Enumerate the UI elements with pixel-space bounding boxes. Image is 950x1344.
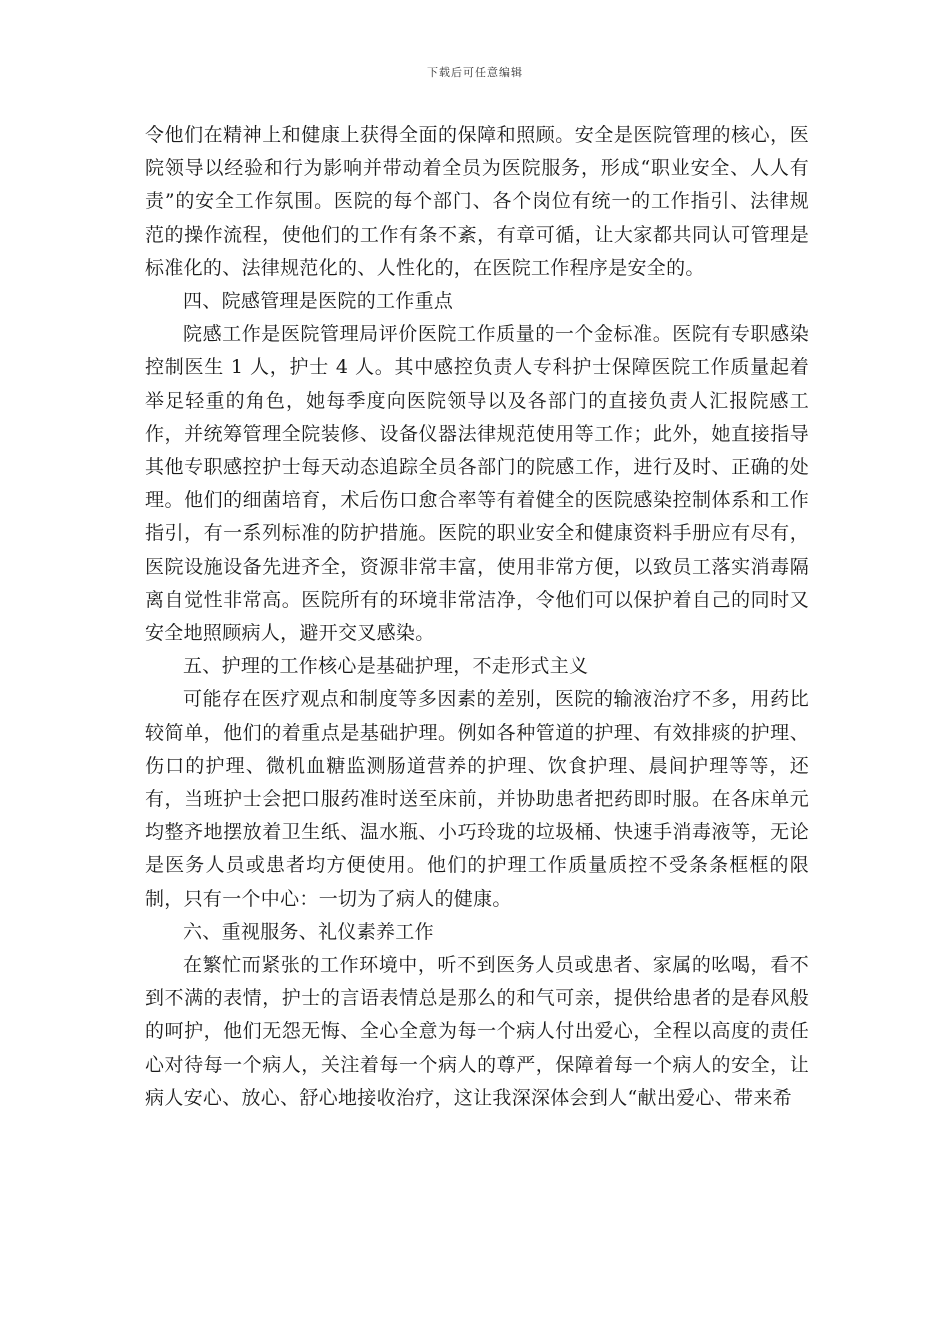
- section-heading-service-etiquette: 六、重视服务、礼仪素养工作: [183, 920, 434, 943]
- paragraph-basic-nursing: 可能存在医疗观点和制度等多因素的差别，医院的输液治疗不多，用药比较简单，他们的着重点是基础护理。例如各种管道的护理、有效排痰的护理、伤口的护理、微机血糖监测肠道营养的护理、饮食护理、晨间护理等等，还有，当班护士会把口服药准时送至床前，并协助患者把药即时服。在各床单元均整齐地摆放着卫生纸、温水瓶、小巧玲珑的垃圾桶、快速手消毒液等，无论是医务人员或患者均方便使用。他们的护理工作质量质控不受条条框框的限制，只有一个中心：一切为了病人的健康。: [145, 688, 809, 910]
- section-heading-basic-nursing: 五、护理的工作核心是基础护理，不走形式主义: [183, 655, 589, 678]
- document-body: [145, 119, 809, 1115]
- paragraph-infection-control: 院感工作是医院管理局评价医院工作质量的一个金标准。医院有专职感染控制医生 1 人，护士 4 人。其中感控负责人专科护士保障医院工作质量起着举足轻重的角色，她每季度向医院领导以及各部门的直接负责人汇报院感工作，并统筹管理全院装修、设备仪器法律规范使用等工作；此外，她直接指导其他专职感控护士每天动态追踪全员各部门的院感工作，进行及时、正确的处理。他们的细菌培育，术后伤口愈合率等有着健全的医院感染控制体系和工作指引，有一系列标准的防护措施。医院的职业安全和健康资料手册应有尽有，医院设施设备先进齐全，资源非常丰富，使用非常方便，以致员工落实消毒隔离自觉性非常高。医院所有的环境非常洁净，令他们可以保护着自己的同时又安全地照顾病人，避开交叉感染。: [145, 323, 809, 645]
- section-heading-infection-control: 四、院感管理是医院的工作重点: [183, 290, 454, 313]
- page-header: 下载后可任意编辑: [427, 66, 523, 79]
- paragraph-safety-continued: 令他们在精神上和健康上获得全面的保障和照顾。安全是医院管理的核心，医院领导以经验和行为影响并带动着全员为医院服务，形成“职业安全、人人有责”的安全工作氛围。医院的每个部门、各个岗位有统一的工作指引、法律规范的操作流程，使他们的工作有条不紊，有章可循，让大家都共同认可管理是标准化的、法律规范化的、人性化的，在医院工作程序是安全的。: [145, 124, 809, 279]
- paragraph-service-etiquette: 在繁忙而紧张的工作环境中，听不到医务人员或患者、家属的吆喝，看不到不满的表情，护士的言语表情总是那么的和气可亲，提供给患者的是春风般的呵护，他们无怨无悔、全心全意为每一个病人付出爱心，全程以高度的责任心对待每一个病人，关注着每一个病人的尊严，保障着每一个病人的安全，让病人安心、放心、舒心地接收治疗，这让我深深体会到人“献出爱心、带来希: [145, 954, 809, 1109]
